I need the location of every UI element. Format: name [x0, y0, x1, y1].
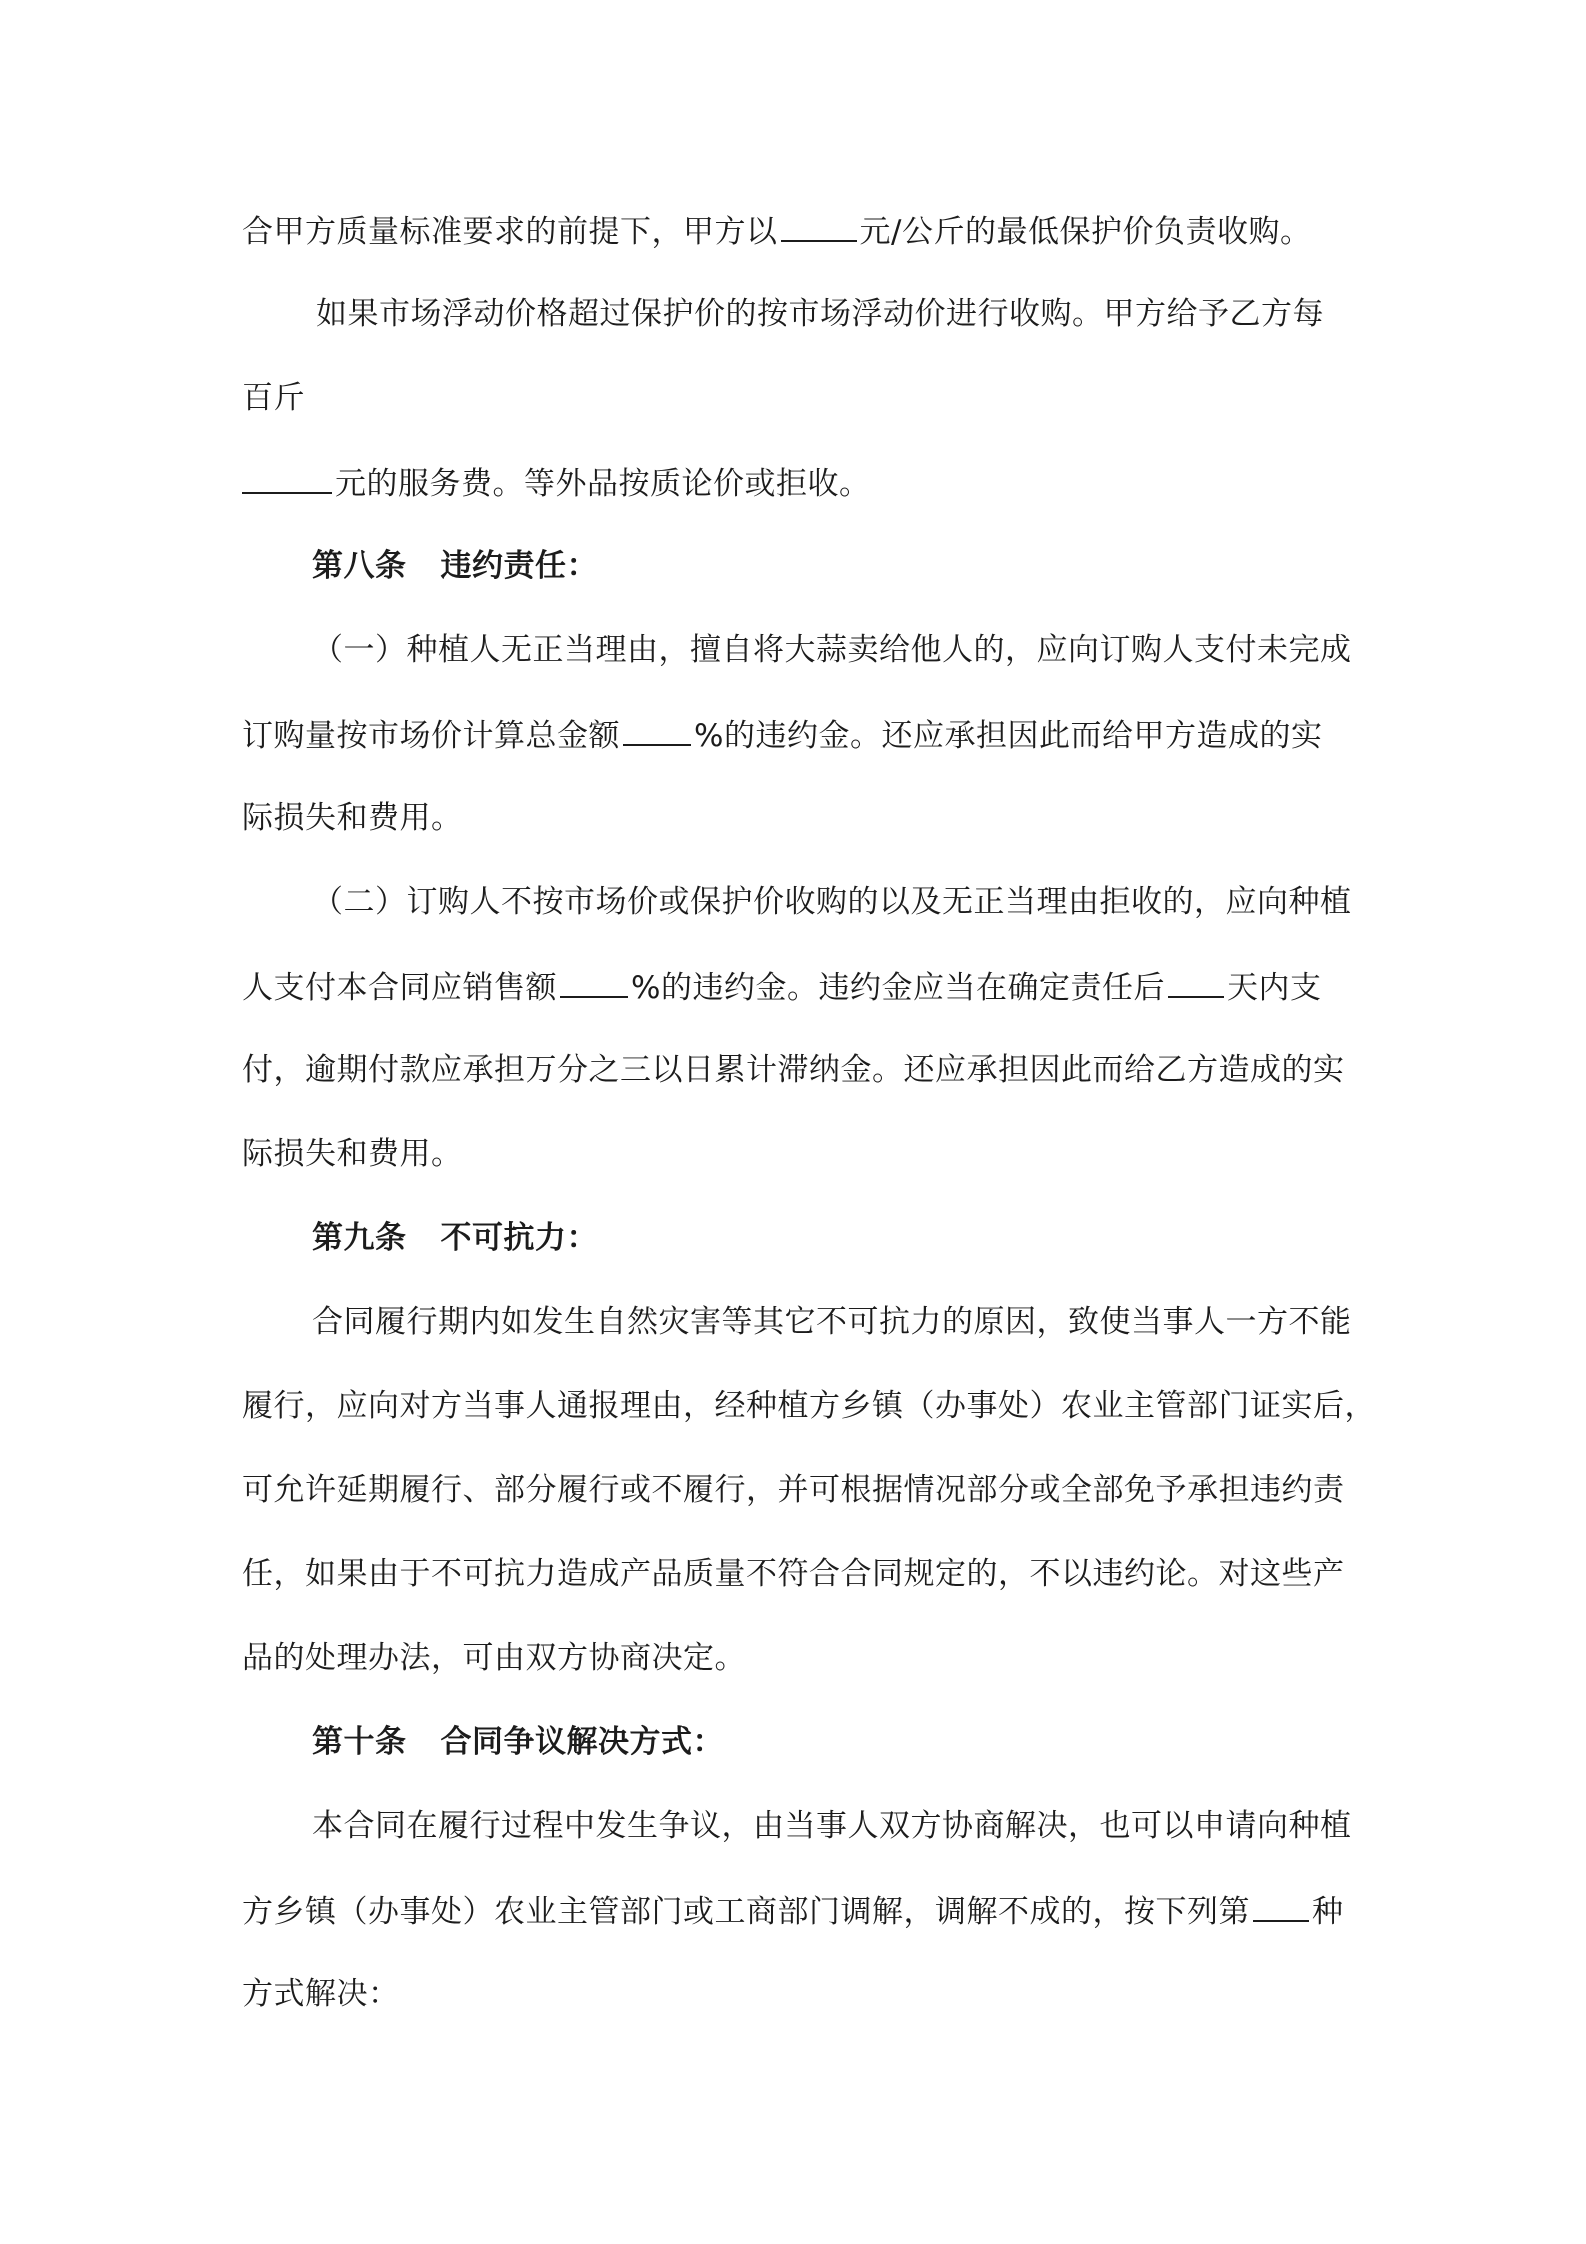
text-line: 方乡镇（办事处）农业主管部门或工商部门调解，调解不成的，按下列第 种	[242, 1890, 1344, 1932]
text-line: 本合同在履行过程中发生争议，由当事人双方协商解决，也可以申请向种植	[312, 1808, 1352, 1844]
text-line: 方式解决：	[242, 1976, 400, 2012]
text-line: 元的服务费。等外品按质论价或拒收。	[242, 462, 871, 504]
fill-blank	[560, 966, 628, 998]
text-line: 品的处理办法，可由双方协商决定。	[242, 1640, 746, 1676]
text-line: （二）订购人不按市场价或保护价收购的以及无正当理由拒收的，应向种植	[312, 884, 1352, 920]
article-heading: 第八条 违约责任：	[312, 548, 598, 584]
fill-blank	[781, 210, 857, 242]
text-line: 订购量按市场价计算总金额 %的违约金。还应承担因此而给甲方造成的实	[242, 714, 1322, 756]
text-line: 合同履行期内如发生自然灾害等其它不可抗力的原因，致使当事人一方不能	[312, 1304, 1352, 1340]
article-heading: 第十条 合同争议解决方式：	[312, 1724, 724, 1760]
text-line: 际损失和费用。	[242, 800, 463, 836]
text-line: 百斤	[242, 380, 305, 416]
text-line: 合甲方质量标准要求的前提下，甲方以 元/公斤的最低保护价负责收购。	[242, 210, 1311, 252]
text-line: 如果市场浮动价格超过保护价的按市场浮动价进行收购。甲方给予乙方每	[316, 296, 1324, 332]
text-line: （一）种植人无正当理由，擅自将大蒜卖给他人的，应向订购人支付未完成	[312, 632, 1352, 668]
fill-blank	[1253, 1890, 1309, 1922]
fill-blank	[242, 462, 332, 494]
text-line: 人支付本合同应销售额 %的违约金。违约金应当在确定责任后 天内支	[242, 966, 1321, 1008]
text-line: 履行，应向对方当事人通报理由，经种植方乡镇（办事处）农业主管部门证实后，	[242, 1388, 1376, 1424]
text-line: 付，逾期付款应承担万分之三以日累计滞纳金。还应承担因此而给乙方造成的实	[242, 1052, 1345, 1088]
text-line: 际损失和费用。	[242, 1136, 463, 1172]
article-heading: 第九条 不可抗力：	[312, 1220, 598, 1256]
text-line: 可允许延期履行、部分履行或不履行，并可根据情况部分或全部免予承担违约责	[242, 1472, 1345, 1508]
fill-blank	[623, 714, 691, 746]
fill-blank	[1168, 966, 1224, 998]
text-line: 任，如果由于不可抗力造成产品质量不符合合同规定的，不以违约论。对这些产	[242, 1556, 1345, 1592]
